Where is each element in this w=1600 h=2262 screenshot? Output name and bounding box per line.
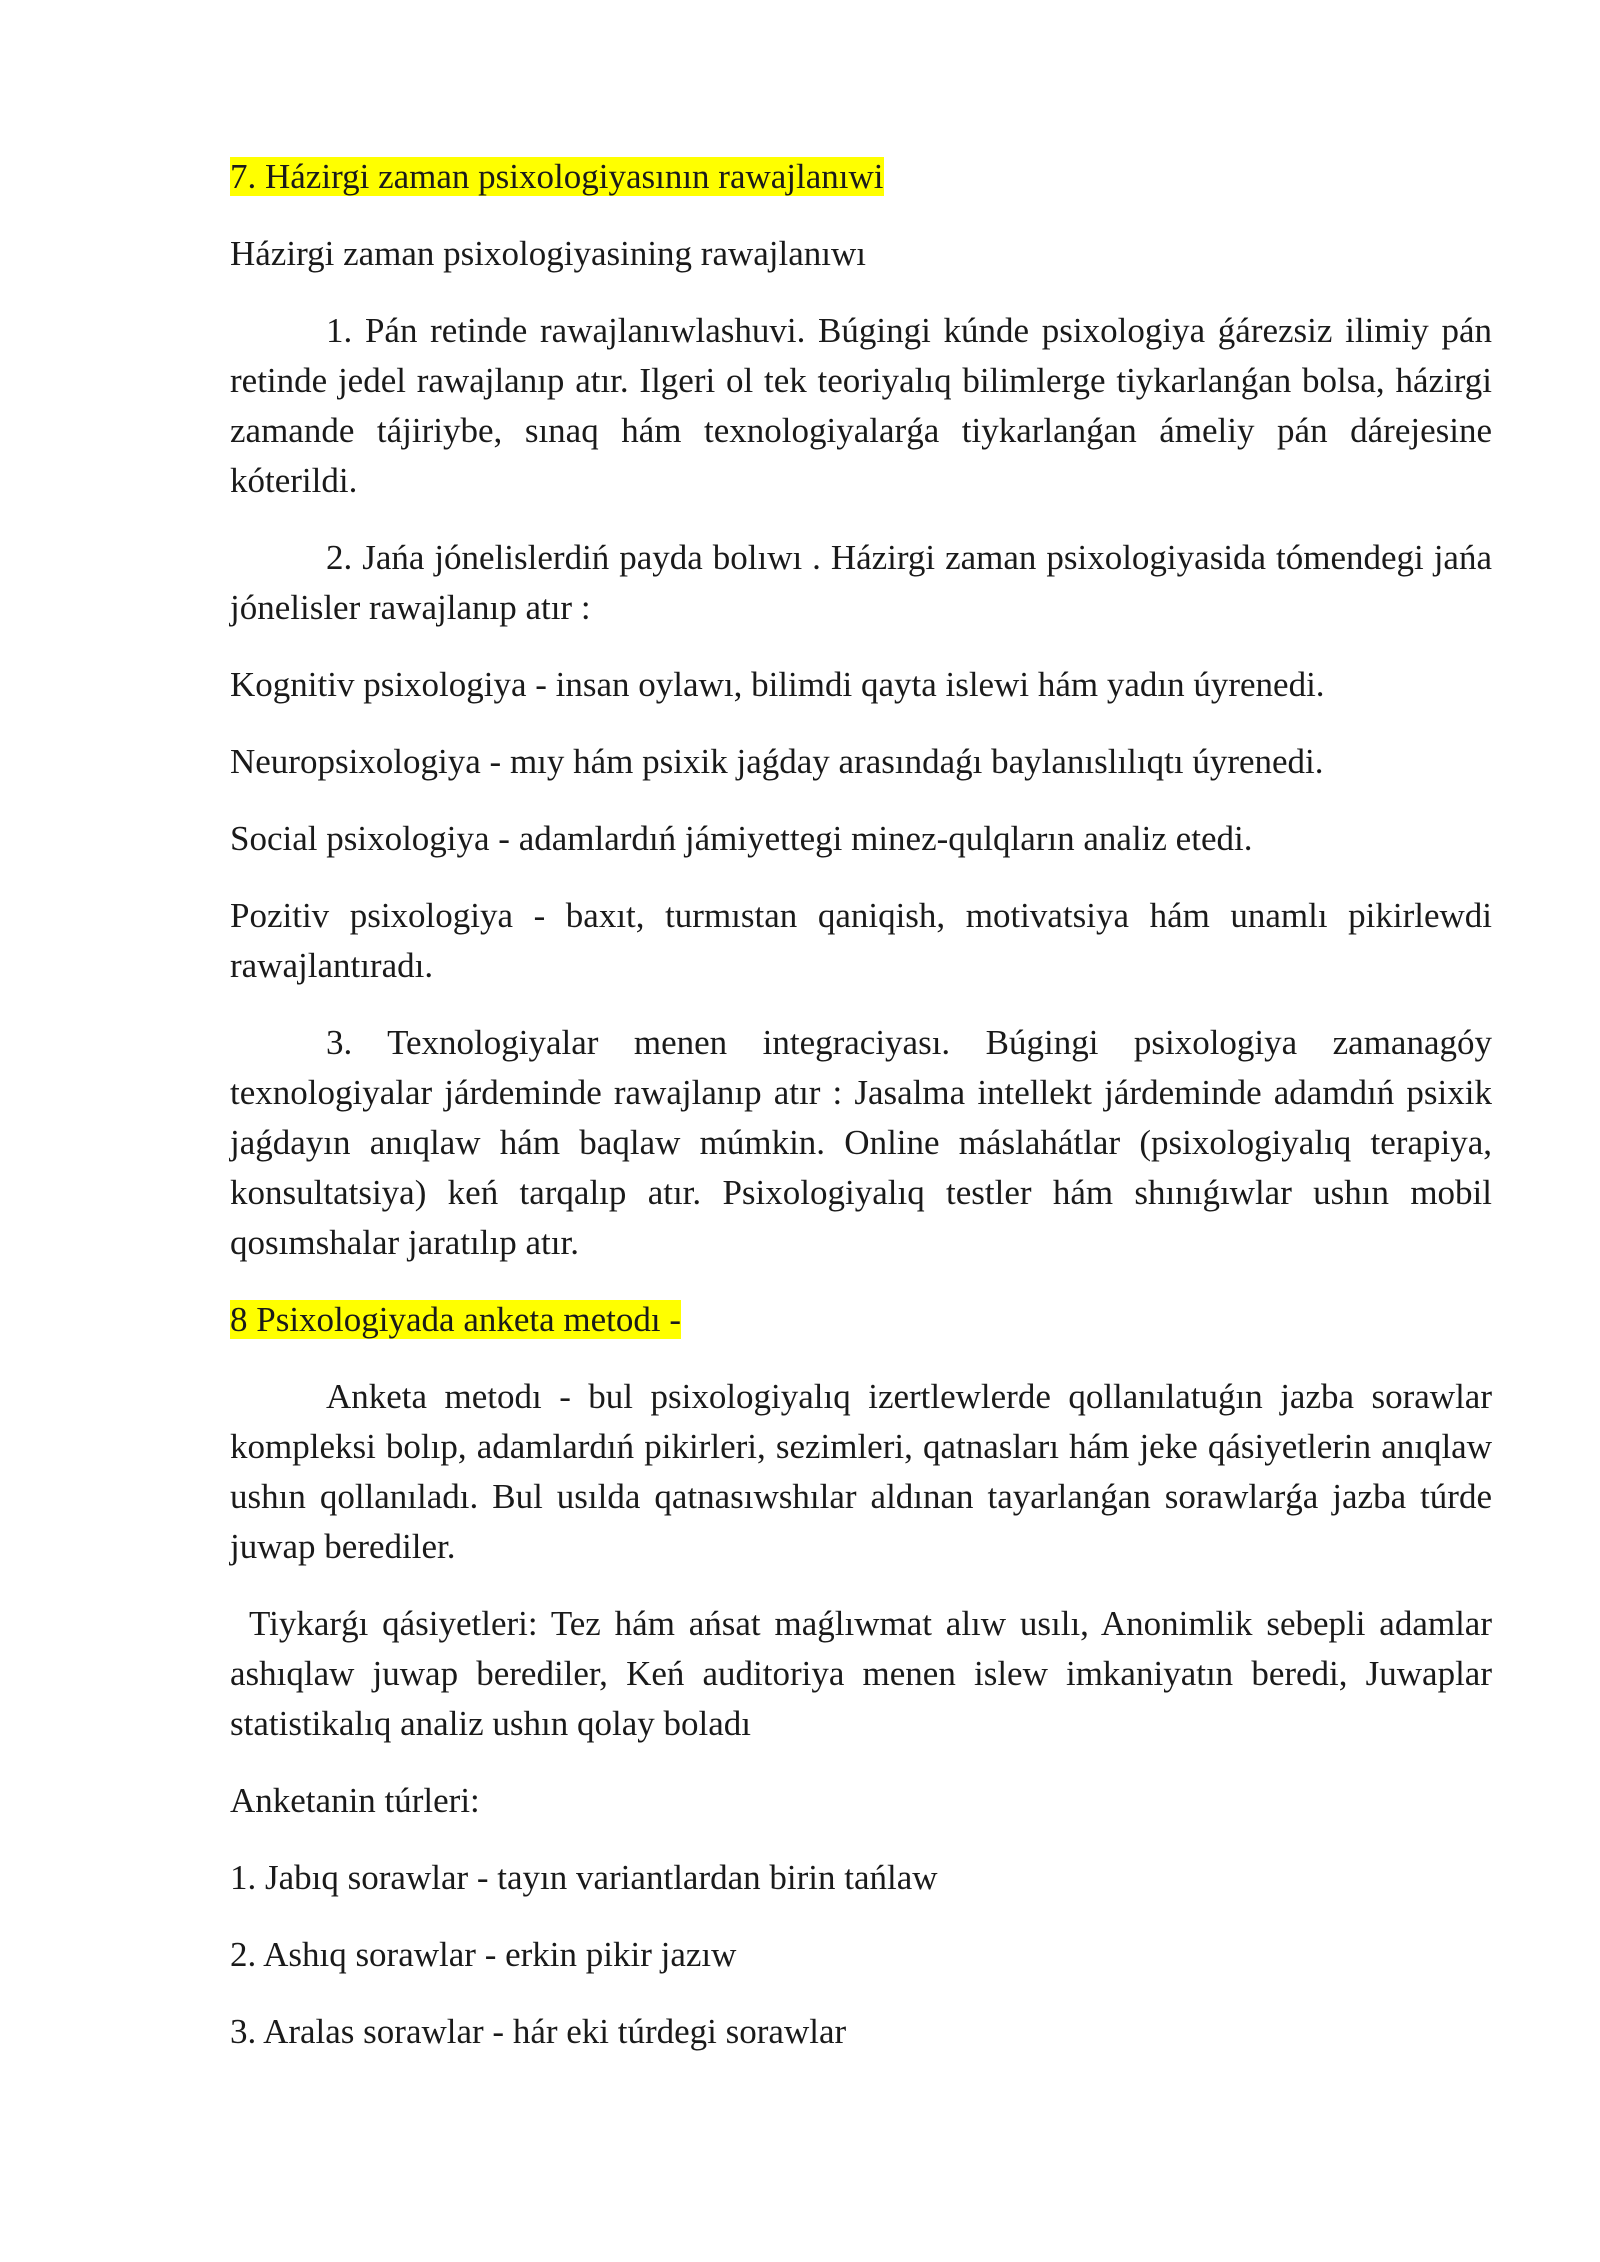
direction-positive: Pozitiv psixologiya - baxıt, turmıstan qaniqish, motivatsiya hám unamlı pikirlewdi rawajlantıradı. [230, 896, 1492, 985]
direction-cognitive: Kognitiv psixologiya - insan oylawı, bilimdi qayta islewi hám yadın úyrenedi. [230, 665, 1325, 704]
paragraph-point-3: 3. Texnologiyalar menen integraciyası. Búgingi psixologiya zamanagóy texnologiyalar járdeminde rawajlanıp atır : Jasalma intellekt járdeminde adamdıń psixik jaǵdayın anıqlaw hám baqlaw múmkin. Online máslahátlar (psixologiyalıq terapiya, konsultatsiya) keń tarqalıp atır. Psixologiyalıq testler hám shınıǵıwlar ushın mobil qosımshalar jaratılıp atır. [230, 1023, 1492, 1262]
section-subtitle: Házirgi zaman psixologiyasining rawajlanıwı [230, 234, 866, 273]
section-heading-7 [230, 152, 1492, 202]
list-item: 3. Aralas sorawlar - hár eki túrdegi sorawlar [230, 2012, 847, 2051]
highlighted-heading-text: 7. Házirgi zaman psixologiyasının rawajlanıwi [230, 157, 884, 196]
paragraph-anketa-definition: Anketa metodı - bul psixologiyalıq izertlewlerde qollanılatuǵın jazba sorawlar kompleksi bolıp, adamlardıń pikirleri, sezimleri, qatnasları hám jeke qásiyetlerin anıqlaw ushın qollanıladı. Bul usılda qatnasıwshılar aldınan tayarlanǵan sorawlarǵa jazba túrde juwap berediler. [230, 1377, 1492, 1566]
section-heading-8 [230, 1295, 1492, 1345]
highlighted-heading-text: 8 Psixologiyada anketa metodı - [230, 1300, 682, 1339]
list-item: 1. Jabıq sorawlar - tayın variantlardan birin tańlaw [230, 1858, 938, 1897]
paragraph-features: Tiykarǵı qásiyetleri: Tez hám ańsat maǵlıwmat alıw usılı, Anonimlik sebepli adamlar ashıqlaw juwap berediler, Keń auditoriya menen islew imkaniyatın beredi, Juwaplar statistikalıq analiz ushın qolay boladı [230, 1604, 1492, 1743]
list-item: 2. Ashıq sorawlar - erkin pikir jazıw [230, 1935, 737, 1974]
paragraph-point-1: 1. Pán retinde rawajlanıwlashuvi. Búgingi kúnde psixologiya ǵárezsiz ilimiy pán retinde jedel rawajlanıp atır. Ilgeri ol tek teoriyalıq bilimlerge tiykarlanǵan bolsa, házirgi zamande tájiriybe, sınaq hám texnologiyalarǵa tiykarlanǵan ámeliy pán dárejesine kóterildi. [230, 311, 1492, 500]
paragraph-point-2: 2. Jańa jónelislerdiń payda bolıwı . Házirgi zaman psixologiyasida tómendegi jańa jónelisler rawajlanıp atır : [230, 538, 1492, 627]
document-page [230, 152, 1492, 2084]
types-title: Anketanin túrleri: [230, 1781, 480, 1820]
direction-neuro: Neuropsixologiya - mıy hám psixik jaǵday arasındaǵı baylanıslılıqtı úyrenedi. [230, 742, 1324, 781]
direction-social: Social psixologiya - adamlardıń jámiyettegi minez-qulqların analiz etedi. [230, 819, 1253, 858]
